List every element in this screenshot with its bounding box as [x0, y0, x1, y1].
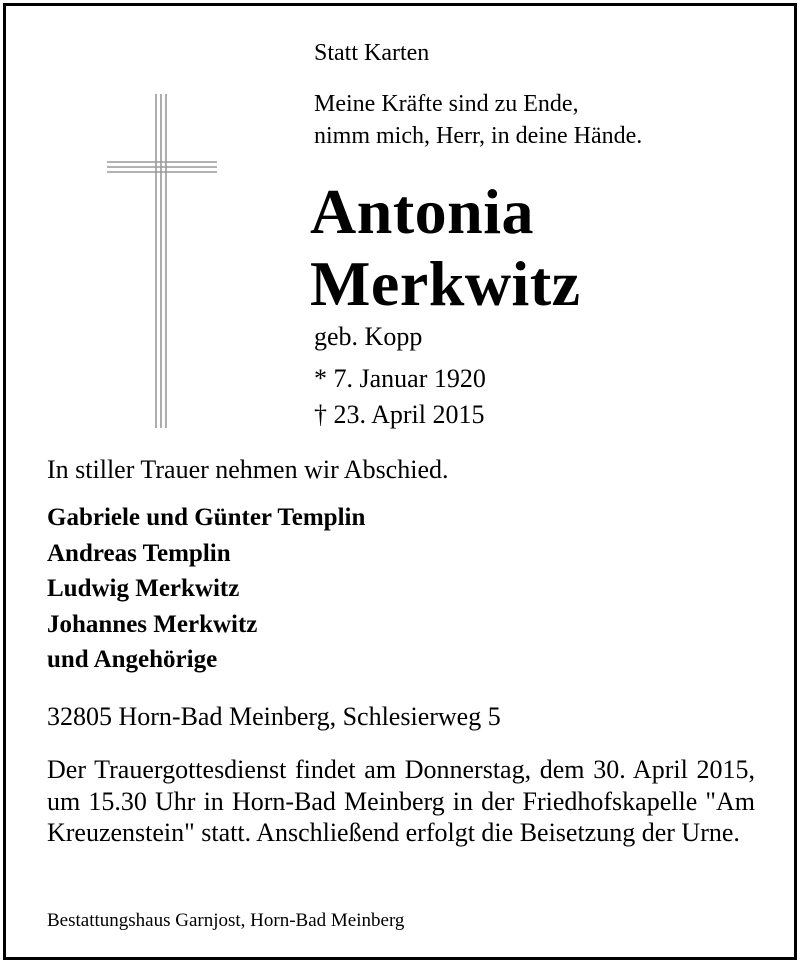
- mourner-name: Andreas Templin: [47, 539, 231, 567]
- statt-karten-heading: Statt Karten: [314, 40, 430, 66]
- funeral-home: Bestattungshaus Garnjost, Horn-Bad Meinberg: [47, 910, 405, 931]
- death-date: † 23. April 2015: [314, 400, 485, 429]
- birth-name: geb. Kopp: [314, 322, 423, 351]
- mourner-name: Gabriele und Günter Templin: [47, 504, 366, 531]
- mourning-address: 32805 Horn-Bad Meinberg, Schlesierweg 5: [47, 702, 501, 731]
- service-announcement: Der Trauergottesdienst findet am Donnerstag, dem 30. April 2015, um 15.30 Uhr in Horn-Bad Meinberg in der Friedhofskapelle "Am Kreuzenstein" statt. Anschließend erfolgt die Beisetzung der Urne.: [47, 755, 755, 847]
- mourner-name: und Angehörige: [47, 646, 218, 673]
- verse-line-2: nimm mich, Herr, in deine Hände.: [314, 123, 643, 149]
- birth-date: * 7. Januar 1920: [314, 364, 486, 393]
- mourner-name: Ludwig Merkwitz: [47, 575, 240, 602]
- mourners-list: [47, 500, 365, 678]
- deceased-first-name: Antonia: [310, 176, 534, 247]
- mourner-name: Johannes Merkwitz: [47, 610, 258, 638]
- deceased-last-name: Merkwitz: [310, 248, 581, 319]
- farewell-line: In stiller Trauer nehmen wir Abschied.: [47, 455, 449, 484]
- verse-line-1: Meine Kräfte sind zu Ende,: [314, 91, 579, 117]
- verse: [314, 88, 642, 152]
- cross-icon: [105, 92, 220, 432]
- deceased-name: [310, 176, 581, 320]
